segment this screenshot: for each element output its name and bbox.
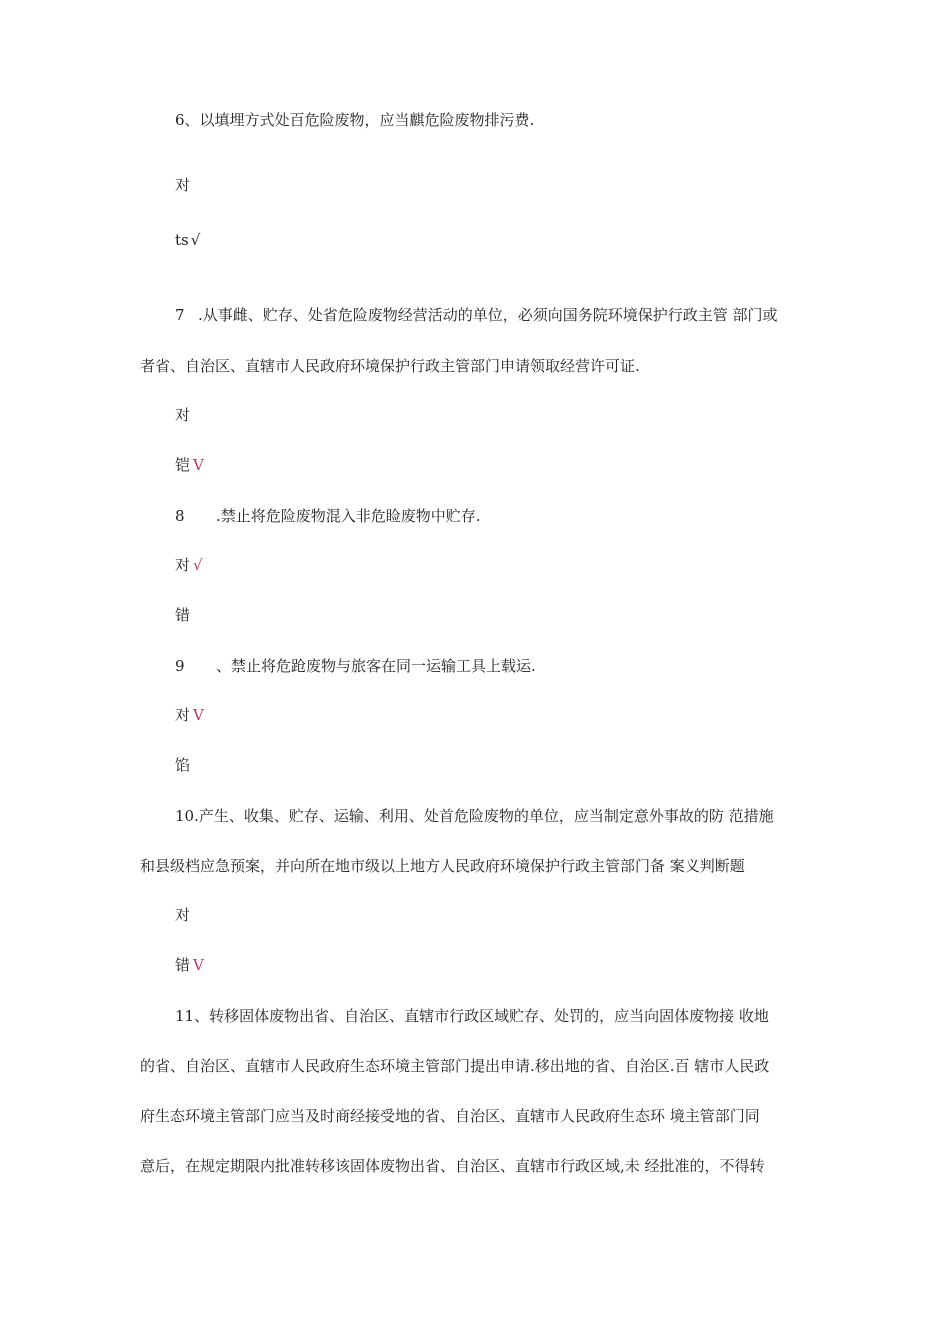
q10-option-b[interactable] xyxy=(175,955,204,975)
q8-option-b[interactable]: 错 xyxy=(175,606,191,624)
q6-question: 6、以填埋方式处百危险废物，应当麒危险废物排污费. xyxy=(175,111,535,129)
q9-question: 、禁止将危跄废物与旅客在同一运输工具上载运. xyxy=(216,657,536,675)
q8-question: .禁止将危险废物混入非危睑废物中贮存. xyxy=(216,507,481,525)
q7-checkmark-icon: V xyxy=(193,456,204,474)
q7-number: 7 xyxy=(175,306,185,324)
q7-option-b[interactable] xyxy=(175,455,204,475)
q9-checkmark-icon: V xyxy=(193,706,204,724)
q11-question-line1: 11、转移固体废物出省、自治区、直辖市行政区域贮存、处罚的，应当向固体废物接 收地 xyxy=(175,1007,769,1025)
q6-option-a[interactable]: 对 xyxy=(175,176,191,194)
q10-question-line1: 10.产生、收集、贮存、运输、利用、处首危险废物的单位，应当制定意外事故的防 范措施 xyxy=(175,807,774,825)
q11-question-line4: 意后，在规定期限内批准转移该固体废物出省、自治区、直辖市行政区域,未 经批准的，不得转 xyxy=(140,1157,765,1175)
q8-option-a-label: 对 xyxy=(175,556,191,574)
q11-question-line2: 的省、自治区、直辖市人民政府生态环境主管部门提出申请.移出地的省、自治区.百 辖市人民政 xyxy=(140,1057,770,1075)
q7-question-line2: 者省、自治区、直辖市人民政府环境保护行政主管部门申请领取经营许可证. xyxy=(140,357,640,375)
q10-option-b-label: 错 xyxy=(175,956,191,974)
q8-number: 8 xyxy=(175,507,185,525)
q9-option-a-label: 对 xyxy=(175,706,191,724)
q6-checkmark-icon: √ xyxy=(190,231,201,249)
q9-option-a[interactable] xyxy=(175,705,204,725)
q9-number: 9 xyxy=(175,657,185,675)
q11-question-line3: 府生态环境主管部门应当及时商经接受地的省、自治区、直辖市人民政府生态环 境主管部门同 xyxy=(140,1107,760,1125)
q7-question-line1: .从事雌、贮存、处省危险废物经营活动的单位，必须向国务院环境保护行政主管 部门或 xyxy=(198,306,778,324)
q8-checkmark-icon: √ xyxy=(193,556,203,574)
q8-option-a[interactable] xyxy=(175,555,203,575)
q6-option-b[interactable] xyxy=(175,230,200,250)
q10-checkmark-icon: V xyxy=(193,956,204,974)
q7-option-b-label: 铠 xyxy=(175,456,191,474)
q7-option-a[interactable]: 对 xyxy=(175,406,191,424)
q10-question-line2: 和县级档应急预案，并向所在地市级以上地方人民政府环境保护行政主管部门备 案义判断题 xyxy=(140,857,745,875)
q9-option-b[interactable]: 馅 xyxy=(175,756,191,774)
q6-option-b-label: ts xyxy=(175,231,189,249)
q10-option-a[interactable]: 对 xyxy=(175,906,191,924)
